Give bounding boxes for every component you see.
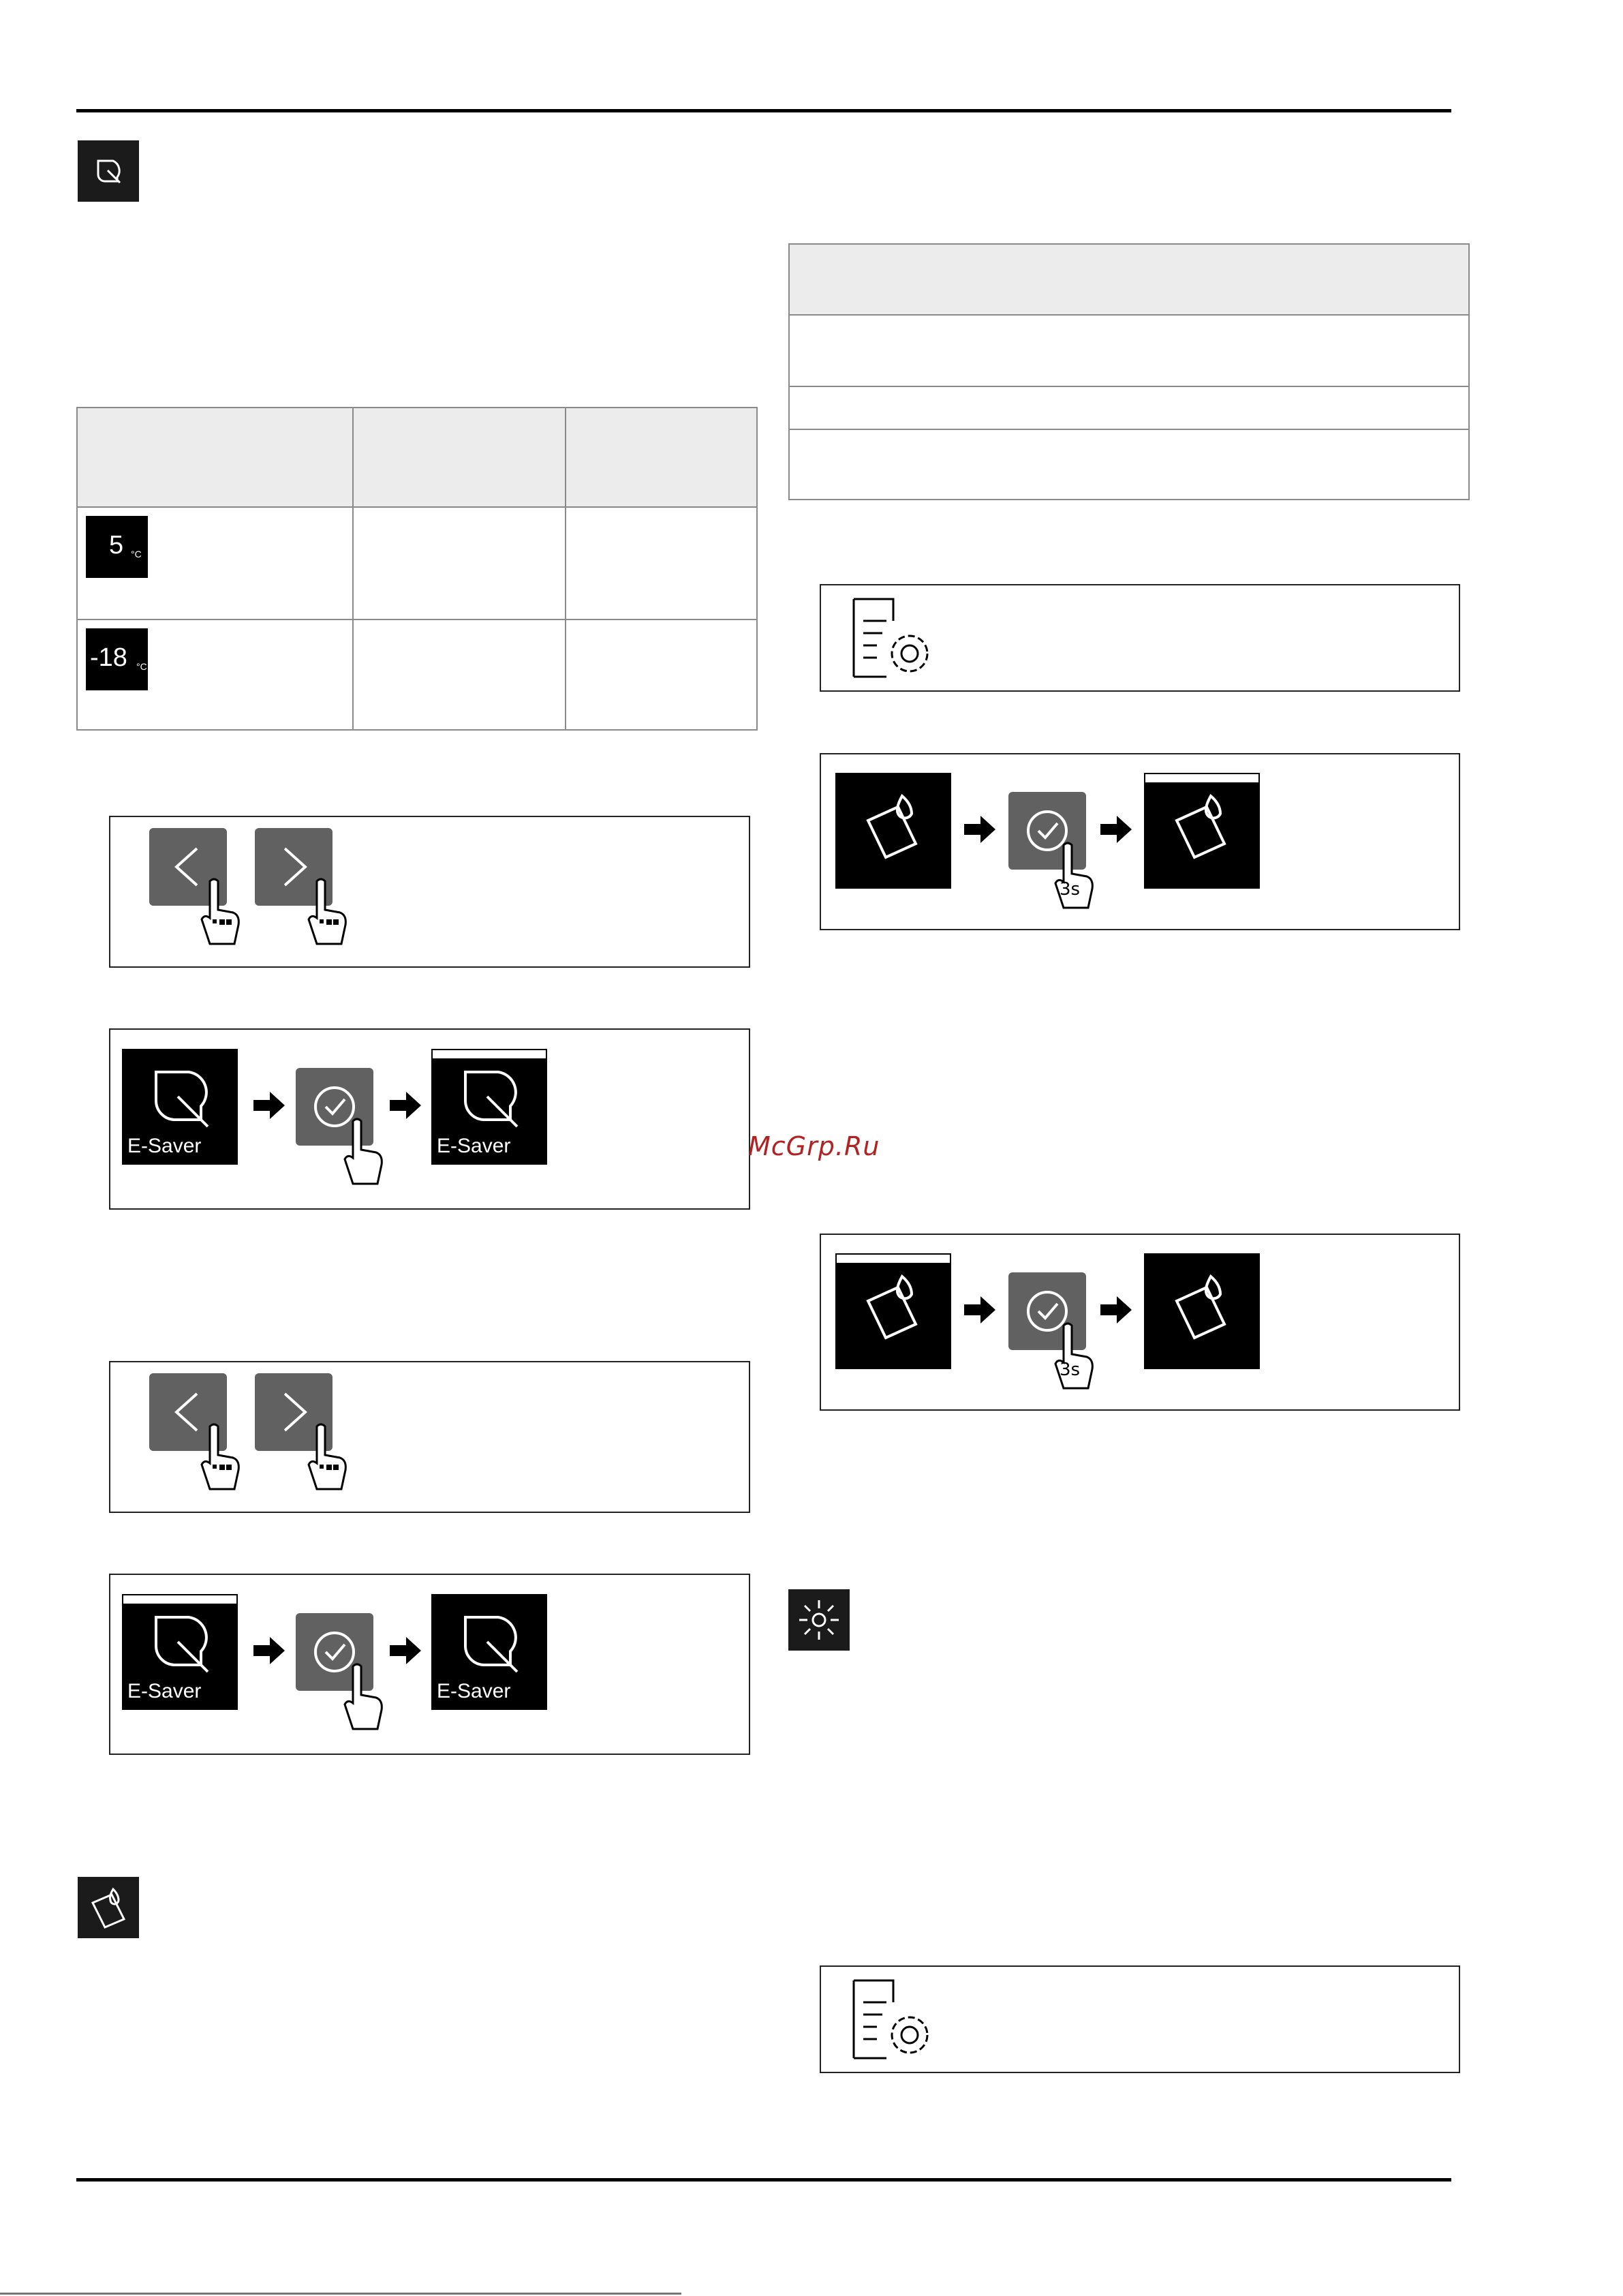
arrow-right-icon <box>253 1092 285 1119</box>
esaver-display-after <box>431 1594 547 1710</box>
hold-duration-label: 3s <box>1060 1360 1081 1380</box>
settings-list-icon <box>846 1975 948 2064</box>
fresh-activate-frame <box>820 753 1460 930</box>
hand-hold-3s <box>1051 1320 1099 1395</box>
navigate-frame-1 <box>109 816 750 968</box>
table-cell <box>566 619 757 730</box>
esaver-label: E-Saver <box>127 1135 202 1157</box>
table-cell <box>353 619 566 730</box>
active-indicator-bar <box>835 1253 951 1264</box>
right-table-row <box>789 386 1469 429</box>
arrow-right-icon <box>390 1092 421 1119</box>
hand-pointer-icon <box>305 1421 352 1496</box>
table-row-fridge <box>77 507 353 619</box>
hand-pointer-icon <box>341 1661 388 1736</box>
arrow-right-icon <box>964 816 995 843</box>
fresh-display-after <box>1144 1253 1260 1369</box>
fresh-display-after <box>1144 773 1260 889</box>
arrow-right-icon <box>1100 1296 1132 1323</box>
arrow-right-icon <box>964 1296 995 1323</box>
arrow-right-icon <box>390 1637 421 1664</box>
footer-thin-rule <box>0 2293 681 2295</box>
hand-hold-3s <box>1051 840 1099 915</box>
top-rule <box>76 109 1451 112</box>
table-header-cell-3 <box>566 408 757 507</box>
freezer-temp-unit: °C <box>136 661 147 672</box>
fresh-deactivate-frame <box>820 1234 1460 1411</box>
esaver-display-after <box>431 1049 547 1165</box>
table-header-cell-1 <box>77 408 353 507</box>
light-section-icon <box>788 1589 850 1651</box>
esaver-display-before <box>122 1049 238 1165</box>
settings-list-icon <box>846 594 948 682</box>
fresh-section-icon <box>78 1877 139 1938</box>
table-cell <box>566 507 757 619</box>
arrow-right-icon <box>1100 816 1132 843</box>
right-table-row <box>789 429 1469 500</box>
esaver-section-icon <box>78 140 139 202</box>
bottom-rule <box>76 2178 1451 2182</box>
right-table-row <box>789 315 1469 386</box>
temperature-table <box>76 407 758 731</box>
active-indicator-bar <box>431 1049 547 1060</box>
esaver-display-before <box>122 1594 238 1710</box>
settings-frame-top <box>820 584 1460 692</box>
fridge-drop-icon <box>835 773 951 889</box>
freezer-temp-value: -18 <box>90 643 127 672</box>
settings-frame-bottom <box>820 1965 1460 2073</box>
hand-pointer-icon <box>198 876 245 951</box>
navigate-frame-2 <box>109 1361 750 1513</box>
arrow-right-icon <box>253 1637 285 1664</box>
hand-pointer-icon <box>1051 840 1099 915</box>
fridge-temp-unit: °C <box>131 549 142 560</box>
fridge-temp-display <box>86 516 148 578</box>
esaver-label: E-Saver <box>127 1680 202 1702</box>
esaver-label: E-Saver <box>437 1680 511 1702</box>
fridge-temp-value: 5 <box>109 531 124 560</box>
fridge-drop-icon <box>835 1253 951 1369</box>
esaver-activate-frame <box>109 1028 750 1210</box>
active-indicator-bar <box>1144 773 1260 784</box>
fridge-drop-icon <box>78 1877 139 1938</box>
esaver-deactivate-frame <box>109 1574 750 1755</box>
hand-pointer-icon <box>341 1116 388 1191</box>
hold-duration-label: 3s <box>1060 879 1081 900</box>
table-header-cell-2 <box>353 408 566 507</box>
esaver-label: E-Saver <box>437 1135 511 1157</box>
active-indicator-bar <box>122 1594 238 1605</box>
right-info-table <box>788 243 1470 500</box>
fresh-display-before <box>835 1253 951 1369</box>
fridge-drop-icon <box>1144 1253 1260 1369</box>
right-table-header <box>789 244 1469 315</box>
fridge-drop-icon <box>1144 773 1260 889</box>
table-cell <box>353 507 566 619</box>
watermark: McGrp.Ru <box>748 1131 880 1161</box>
hand-pointer-icon <box>1051 1320 1099 1395</box>
table-row-freezer <box>77 619 353 730</box>
hand-pointer-icon <box>198 1421 245 1496</box>
hand-pointer-icon <box>305 876 352 951</box>
light-icon <box>788 1589 850 1651</box>
fresh-display-before <box>835 773 951 889</box>
freezer-temp-display <box>86 628 148 690</box>
leaf-icon <box>78 140 139 202</box>
